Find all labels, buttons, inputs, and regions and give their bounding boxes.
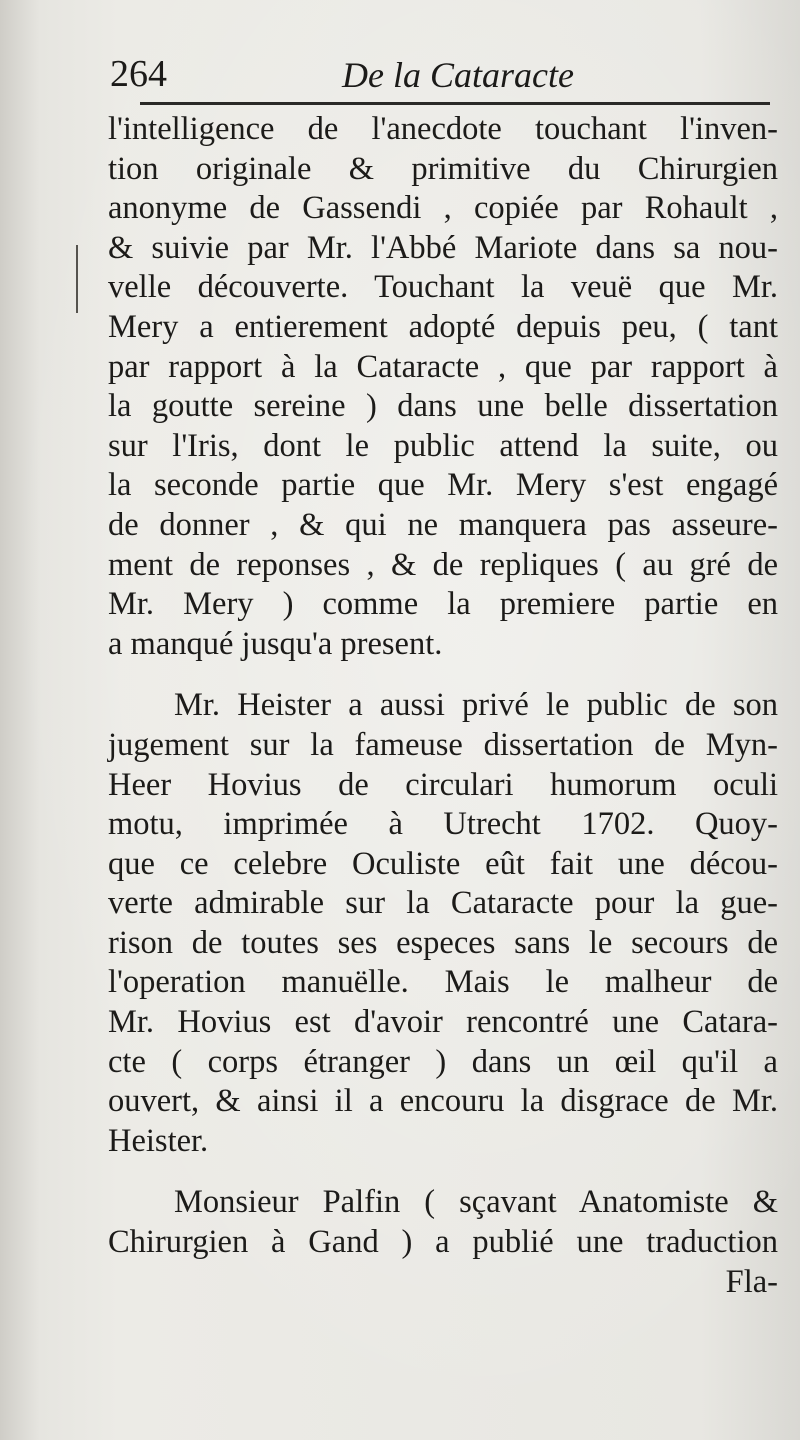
text-line: l'operation manuëlle. Mais le malheur de: [108, 964, 778, 1001]
text-line: Mr. Heister a aussi privé le public de son: [174, 687, 778, 724]
paragraph-gap: [108, 1161, 778, 1183]
text-line: tion originale & primitive du Chirurgien: [108, 150, 778, 187]
page-number: 264: [110, 53, 167, 95]
text-line: anonyme de Gassendi , copiée par Rohault ,: [108, 190, 778, 227]
text-line: l'intelligence de l'anecdote touchant l'inven-: [108, 111, 778, 147]
running-title: De la Cataracte: [342, 55, 574, 95]
text-line: Heer Hovius de circulari humorum oculi: [108, 766, 778, 803]
text-line: Mr. Mery ) comme la premiere partie en: [108, 586, 778, 623]
text-line: la goutte sereine ) dans une belle dissertation: [108, 388, 778, 425]
text-line: sur l'Iris, dont le public attend la suite, ou: [108, 427, 778, 464]
text-line: a manqué jusqu'a present.: [108, 625, 443, 662]
margin-pencil-mark: [76, 245, 78, 313]
text-line: ment de reponses , & de repliques ( au gré de: [108, 546, 778, 583]
text-line: que ce celebre Oculiste eût fait une décou-: [108, 845, 778, 882]
text-line: velle découverte. Touchant la veuë que Mr.: [108, 269, 778, 306]
text-line: Mery a entierement adopté depuis peu, ( tant: [108, 308, 778, 345]
text-line: par rapport à la Cataracte , que par rapport à: [108, 348, 778, 385]
catchword: Fla-: [725, 1263, 778, 1300]
text-line: jugement sur la fameuse dissertation de Myn-: [108, 726, 778, 763]
text-line: verte admirable sur la Cataracte pour la gue-: [108, 885, 778, 922]
text-line: Heister.: [108, 1122, 209, 1159]
text-line: Mr. Hovius est d'avoir rencontré une Catara-: [108, 1004, 778, 1041]
text-line: motu, imprimée à Utrecht 1702. Quoy-: [108, 806, 778, 843]
text-line: & suivie par Mr. l'Abbé Mariote dans sa nou-: [108, 229, 778, 266]
text-line: la seconde partie que Mr. Mery s'est engagé: [108, 467, 778, 504]
text-line: cte ( corps étranger ) dans un œil qu'il a: [108, 1043, 778, 1080]
page-header: [110, 52, 770, 100]
text-line: Monsieur Palfin ( sçavant Anatomiste &: [174, 1184, 778, 1221]
text-line: Chirurgien à Gand ) a publié une traduction: [108, 1224, 778, 1261]
paragraph-gap: [108, 664, 778, 686]
text-line: ouvert, & ainsi il a encouru la disgrace de Mr.: [108, 1083, 778, 1120]
body-text: [108, 110, 778, 1302]
text-line: de donner , & qui ne manquera pas asseure-: [108, 506, 778, 543]
header-rule: [140, 102, 770, 105]
text-line: rison de toutes ses especes sans le secours de: [108, 924, 778, 961]
